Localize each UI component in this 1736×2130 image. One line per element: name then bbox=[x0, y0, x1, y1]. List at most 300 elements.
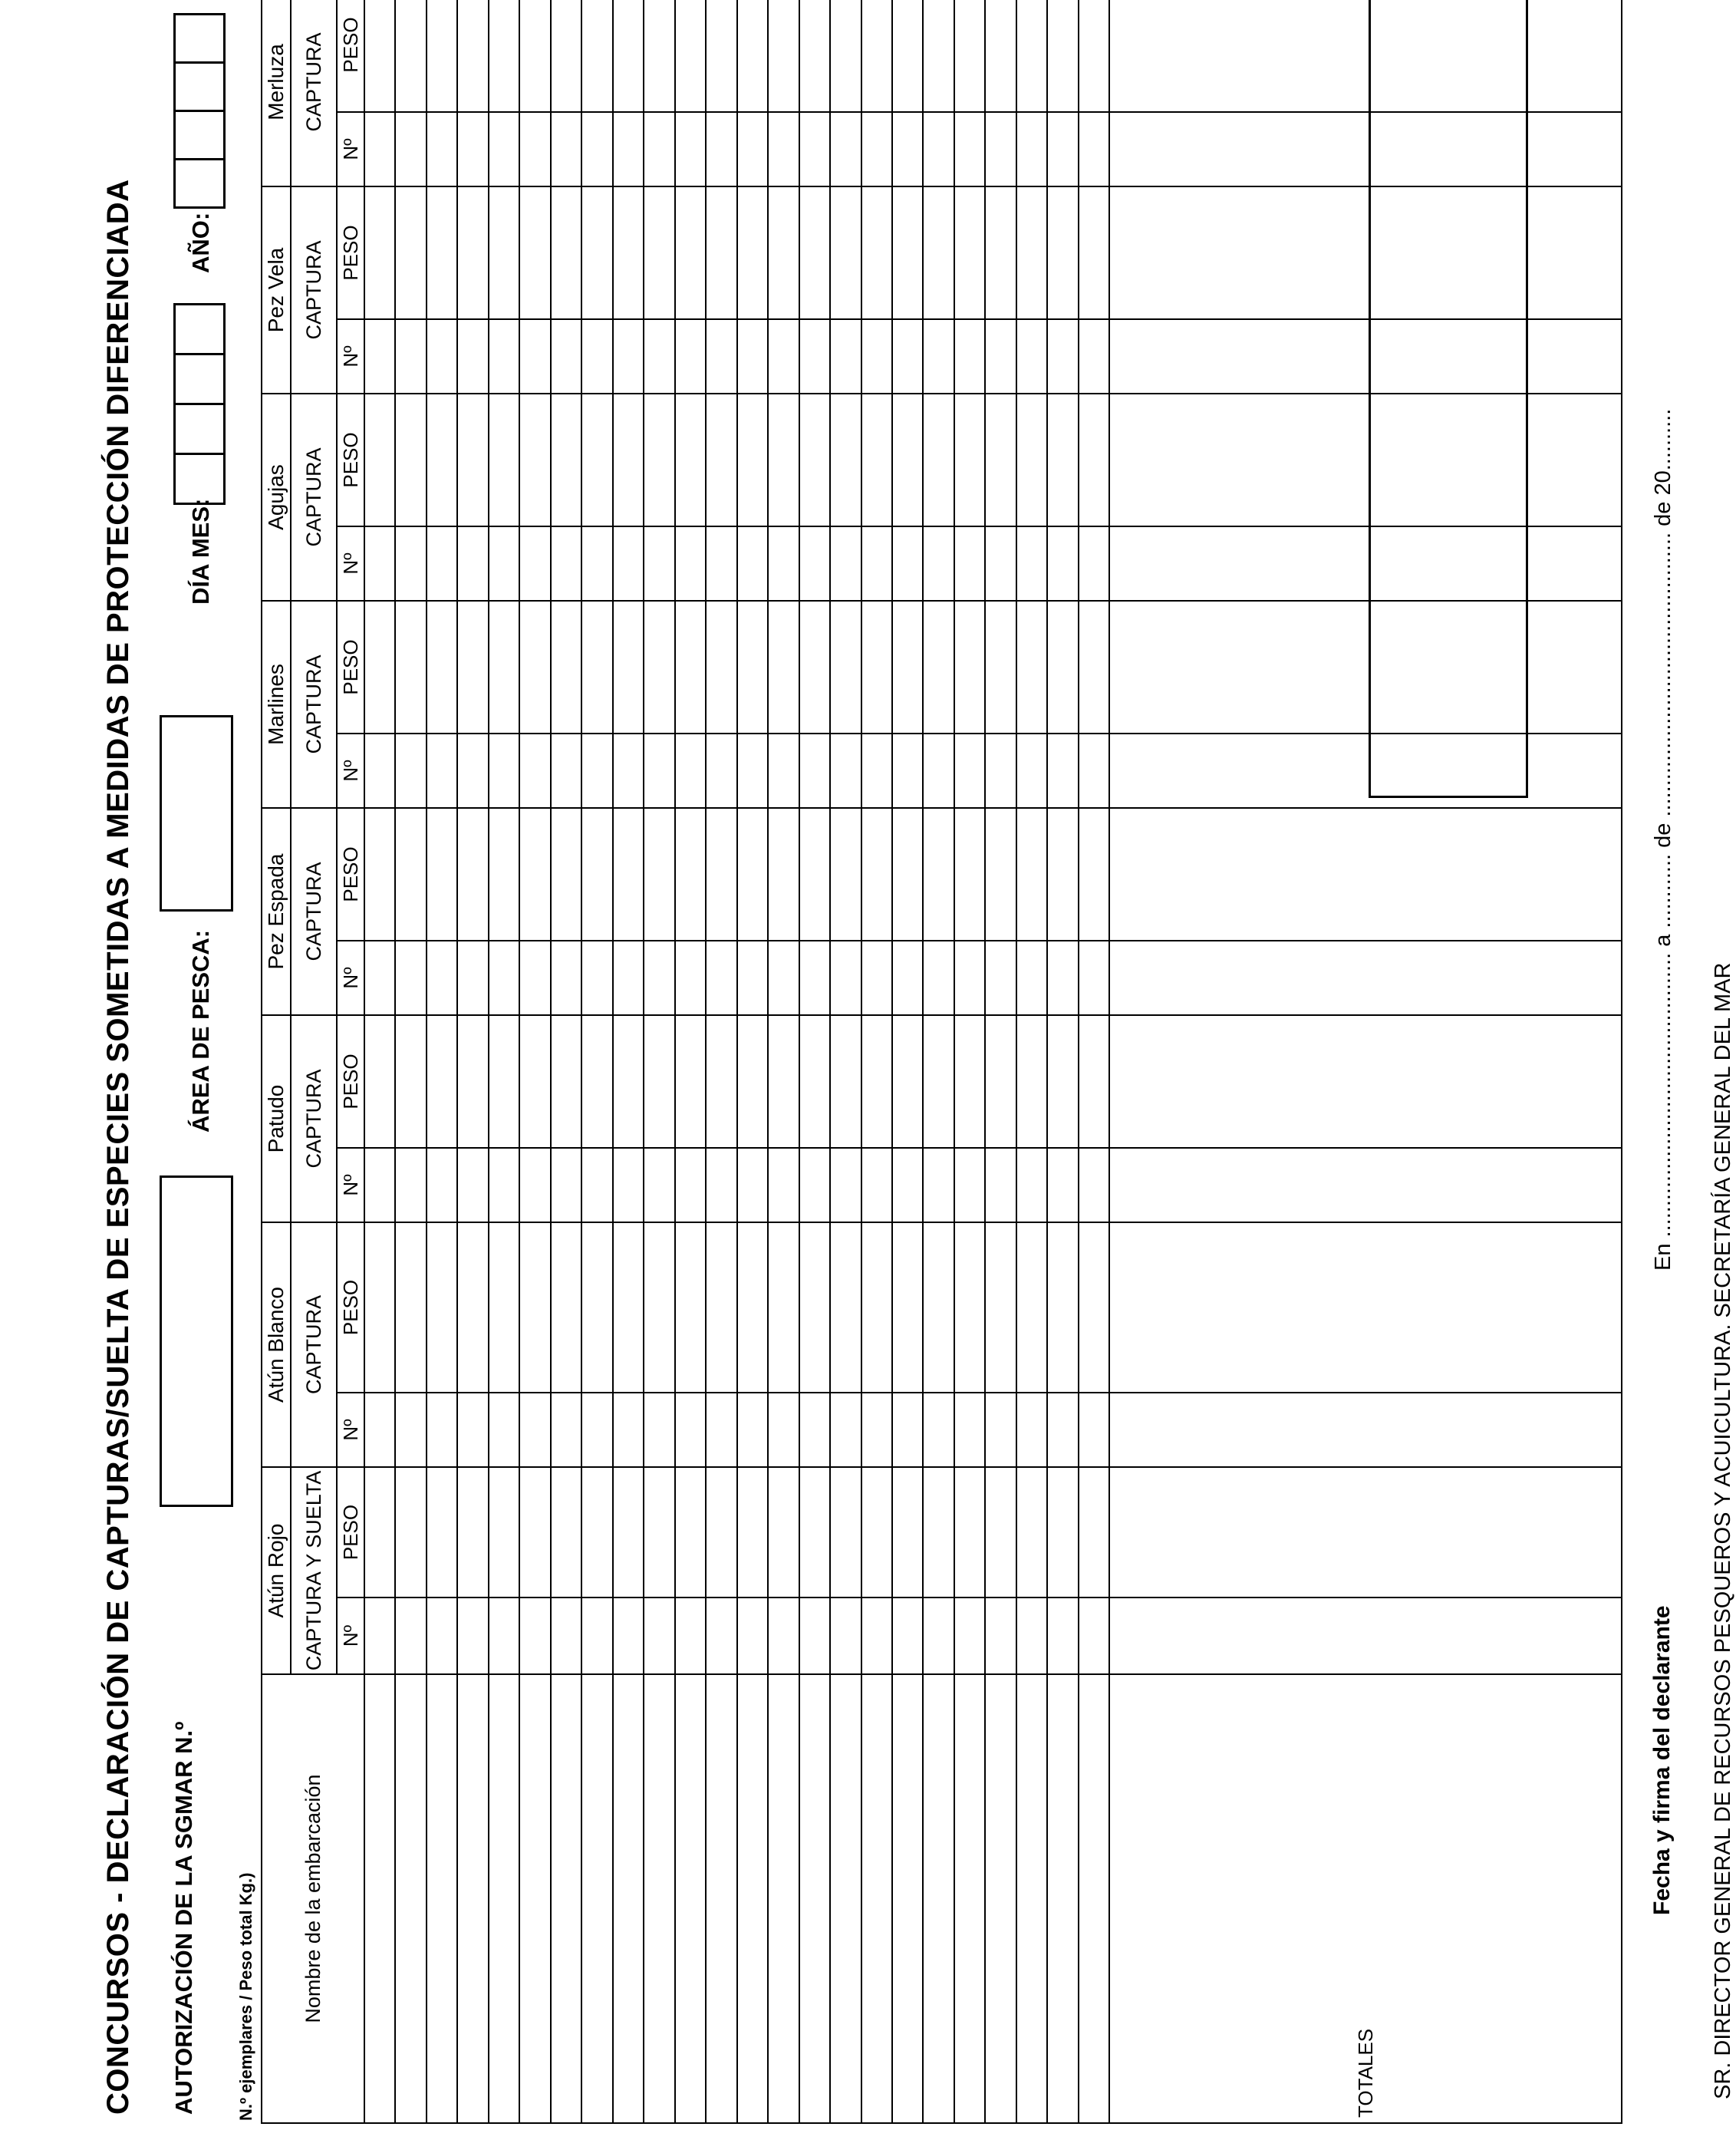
peso-cell[interactable] bbox=[861, 394, 892, 526]
num-cell[interactable] bbox=[457, 941, 488, 1015]
peso-cell[interactable] bbox=[395, 1222, 426, 1393]
num-cell[interactable] bbox=[551, 526, 581, 601]
num-cell[interactable] bbox=[1079, 112, 1109, 186]
total-num-cell[interactable] bbox=[1109, 1598, 1622, 1674]
num-cell[interactable] bbox=[706, 1598, 736, 1674]
peso-cell[interactable] bbox=[613, 808, 644, 941]
vessel-name-cell[interactable] bbox=[706, 1674, 736, 2123]
num-cell[interactable] bbox=[489, 941, 519, 1015]
total-num-cell[interactable] bbox=[1109, 734, 1622, 808]
peso-cell[interactable] bbox=[737, 1222, 768, 1393]
peso-cell[interactable] bbox=[675, 1222, 706, 1393]
total-num-cell[interactable] bbox=[1109, 1148, 1622, 1222]
num-cell[interactable] bbox=[706, 1148, 736, 1222]
num-cell[interactable] bbox=[706, 526, 736, 601]
num-cell[interactable] bbox=[613, 526, 644, 601]
num-cell[interactable] bbox=[675, 319, 706, 394]
num-cell[interactable] bbox=[985, 112, 1016, 186]
num-cell[interactable] bbox=[581, 734, 612, 808]
num-cell[interactable] bbox=[923, 734, 954, 808]
num-cell[interactable] bbox=[985, 1598, 1016, 1674]
vessel-name-cell[interactable] bbox=[892, 1674, 923, 2123]
peso-cell[interactable] bbox=[551, 0, 581, 112]
num-cell[interactable] bbox=[768, 526, 799, 601]
num-cell[interactable] bbox=[799, 941, 830, 1015]
peso-cell[interactable] bbox=[737, 186, 768, 319]
num-cell[interactable] bbox=[954, 319, 985, 394]
peso-cell[interactable] bbox=[395, 808, 426, 941]
peso-cell[interactable] bbox=[457, 1015, 488, 1148]
total-num-cell[interactable] bbox=[1109, 1393, 1622, 1467]
peso-cell[interactable] bbox=[768, 394, 799, 526]
num-cell[interactable] bbox=[861, 1393, 892, 1467]
num-cell[interactable] bbox=[1016, 112, 1047, 186]
num-cell[interactable] bbox=[1079, 941, 1109, 1015]
peso-cell[interactable] bbox=[892, 394, 923, 526]
peso-cell[interactable] bbox=[644, 601, 674, 734]
num-cell[interactable] bbox=[395, 1598, 426, 1674]
num-cell[interactable] bbox=[519, 1598, 550, 1674]
peso-cell[interactable] bbox=[861, 808, 892, 941]
peso-cell[interactable] bbox=[861, 0, 892, 112]
peso-cell[interactable] bbox=[581, 601, 612, 734]
vessel-name-cell[interactable] bbox=[799, 1674, 830, 2123]
peso-cell[interactable] bbox=[830, 394, 861, 526]
peso-cell[interactable] bbox=[489, 601, 519, 734]
vessel-name-cell[interactable] bbox=[581, 1674, 612, 2123]
num-cell[interactable] bbox=[551, 319, 581, 394]
num-cell[interactable] bbox=[1047, 941, 1078, 1015]
peso-cell[interactable] bbox=[1079, 1015, 1109, 1148]
peso-cell[interactable] bbox=[892, 0, 923, 112]
num-cell[interactable] bbox=[427, 734, 457, 808]
num-cell[interactable] bbox=[551, 734, 581, 808]
peso-cell[interactable] bbox=[892, 601, 923, 734]
num-cell[interactable] bbox=[364, 734, 395, 808]
num-cell[interactable] bbox=[457, 319, 488, 394]
num-cell[interactable] bbox=[768, 734, 799, 808]
num-cell[interactable] bbox=[395, 319, 426, 394]
num-cell[interactable] bbox=[581, 526, 612, 601]
peso-cell[interactable] bbox=[457, 186, 488, 319]
num-cell[interactable] bbox=[364, 941, 395, 1015]
peso-cell[interactable] bbox=[923, 186, 954, 319]
num-cell[interactable] bbox=[861, 112, 892, 186]
num-cell[interactable] bbox=[1079, 1598, 1109, 1674]
num-cell[interactable] bbox=[1016, 734, 1047, 808]
peso-cell[interactable] bbox=[519, 0, 550, 112]
peso-cell[interactable] bbox=[519, 1015, 550, 1148]
num-cell[interactable] bbox=[364, 112, 395, 186]
num-cell[interactable] bbox=[892, 112, 923, 186]
peso-cell[interactable] bbox=[799, 808, 830, 941]
num-cell[interactable] bbox=[954, 526, 985, 601]
num-cell[interactable] bbox=[1016, 526, 1047, 601]
peso-cell[interactable] bbox=[1047, 0, 1078, 112]
peso-cell[interactable] bbox=[644, 186, 674, 319]
peso-cell[interactable] bbox=[799, 1222, 830, 1393]
peso-cell[interactable] bbox=[551, 186, 581, 319]
num-cell[interactable] bbox=[799, 1393, 830, 1467]
num-cell[interactable] bbox=[1047, 526, 1078, 601]
num-cell[interactable] bbox=[737, 112, 768, 186]
dia-digit-2[interactable] bbox=[173, 403, 226, 455]
peso-cell[interactable] bbox=[427, 1467, 457, 1598]
num-cell[interactable] bbox=[489, 1598, 519, 1674]
peso-cell[interactable] bbox=[1047, 1467, 1078, 1598]
num-cell[interactable] bbox=[892, 1598, 923, 1674]
peso-cell[interactable] bbox=[519, 808, 550, 941]
num-cell[interactable] bbox=[395, 734, 426, 808]
peso-cell[interactable] bbox=[1079, 601, 1109, 734]
peso-cell[interactable] bbox=[985, 1222, 1016, 1393]
num-cell[interactable] bbox=[1047, 1393, 1078, 1467]
peso-cell[interactable] bbox=[613, 186, 644, 319]
ano-digit-1[interactable] bbox=[173, 158, 226, 209]
peso-cell[interactable] bbox=[489, 808, 519, 941]
num-cell[interactable] bbox=[581, 1393, 612, 1467]
peso-cell[interactable] bbox=[892, 1015, 923, 1148]
peso-cell[interactable] bbox=[551, 1222, 581, 1393]
peso-cell[interactable] bbox=[519, 1467, 550, 1598]
peso-cell[interactable] bbox=[1047, 601, 1078, 734]
peso-cell[interactable] bbox=[768, 601, 799, 734]
peso-cell[interactable] bbox=[830, 1467, 861, 1598]
peso-cell[interactable] bbox=[1047, 808, 1078, 941]
num-cell[interactable] bbox=[427, 319, 457, 394]
vessel-name-cell[interactable] bbox=[644, 1674, 674, 2123]
peso-cell[interactable] bbox=[954, 808, 985, 941]
peso-cell[interactable] bbox=[861, 186, 892, 319]
total-peso-cell[interactable] bbox=[1109, 1015, 1622, 1148]
num-cell[interactable] bbox=[675, 734, 706, 808]
peso-cell[interactable] bbox=[1079, 808, 1109, 941]
peso-cell[interactable] bbox=[830, 186, 861, 319]
peso-cell[interactable] bbox=[457, 1467, 488, 1598]
peso-cell[interactable] bbox=[985, 601, 1016, 734]
mes-digit-2[interactable] bbox=[173, 303, 226, 355]
peso-cell[interactable] bbox=[1016, 394, 1047, 526]
peso-cell[interactable] bbox=[985, 808, 1016, 941]
vessel-name-cell[interactable] bbox=[830, 1674, 861, 2123]
peso-cell[interactable] bbox=[1016, 1015, 1047, 1148]
peso-cell[interactable] bbox=[799, 1015, 830, 1148]
peso-cell[interactable] bbox=[457, 0, 488, 112]
area-pesca-input-box[interactable] bbox=[160, 715, 233, 912]
peso-cell[interactable] bbox=[675, 1467, 706, 1598]
num-cell[interactable] bbox=[644, 734, 674, 808]
peso-cell[interactable] bbox=[706, 1222, 736, 1393]
num-cell[interactable] bbox=[830, 1598, 861, 1674]
num-cell[interactable] bbox=[364, 1598, 395, 1674]
peso-cell[interactable] bbox=[519, 1222, 550, 1393]
num-cell[interactable] bbox=[768, 319, 799, 394]
peso-cell[interactable] bbox=[581, 186, 612, 319]
vessel-name-cell[interactable] bbox=[737, 1674, 768, 2123]
peso-cell[interactable] bbox=[613, 601, 644, 734]
num-cell[interactable] bbox=[799, 734, 830, 808]
peso-cell[interactable] bbox=[551, 808, 581, 941]
num-cell[interactable] bbox=[675, 1148, 706, 1222]
num-cell[interactable] bbox=[1047, 1598, 1078, 1674]
ano-digit-4[interactable] bbox=[173, 13, 226, 64]
peso-cell[interactable] bbox=[985, 394, 1016, 526]
peso-cell[interactable] bbox=[830, 808, 861, 941]
peso-cell[interactable] bbox=[954, 394, 985, 526]
peso-cell[interactable] bbox=[706, 808, 736, 941]
num-cell[interactable] bbox=[1079, 734, 1109, 808]
num-cell[interactable] bbox=[768, 1598, 799, 1674]
num-cell[interactable] bbox=[364, 1148, 395, 1222]
peso-cell[interactable] bbox=[799, 394, 830, 526]
peso-cell[interactable] bbox=[892, 1222, 923, 1393]
total-peso-cell[interactable] bbox=[1109, 0, 1622, 112]
peso-cell[interactable] bbox=[923, 808, 954, 941]
num-cell[interactable] bbox=[892, 1393, 923, 1467]
peso-cell[interactable] bbox=[706, 1015, 736, 1148]
peso-cell[interactable] bbox=[675, 186, 706, 319]
total-peso-cell[interactable] bbox=[1109, 186, 1622, 319]
num-cell[interactable] bbox=[613, 112, 644, 186]
num-cell[interactable] bbox=[1079, 1148, 1109, 1222]
peso-cell[interactable] bbox=[644, 394, 674, 526]
num-cell[interactable] bbox=[830, 1393, 861, 1467]
num-cell[interactable] bbox=[799, 112, 830, 186]
num-cell[interactable] bbox=[395, 941, 426, 1015]
num-cell[interactable] bbox=[457, 734, 488, 808]
peso-cell[interactable] bbox=[427, 1222, 457, 1393]
num-cell[interactable] bbox=[737, 1148, 768, 1222]
num-cell[interactable] bbox=[551, 1393, 581, 1467]
peso-cell[interactable] bbox=[551, 601, 581, 734]
peso-cell[interactable] bbox=[737, 601, 768, 734]
num-cell[interactable] bbox=[489, 1148, 519, 1222]
num-cell[interactable] bbox=[489, 112, 519, 186]
peso-cell[interactable] bbox=[364, 394, 395, 526]
peso-cell[interactable] bbox=[581, 0, 612, 112]
num-cell[interactable] bbox=[737, 734, 768, 808]
peso-cell[interactable] bbox=[1016, 601, 1047, 734]
num-cell[interactable] bbox=[551, 1148, 581, 1222]
peso-cell[interactable] bbox=[1079, 1467, 1109, 1598]
peso-cell[interactable] bbox=[737, 0, 768, 112]
peso-cell[interactable] bbox=[830, 1222, 861, 1393]
num-cell[interactable] bbox=[581, 1598, 612, 1674]
peso-cell[interactable] bbox=[1047, 1015, 1078, 1148]
num-cell[interactable] bbox=[427, 112, 457, 186]
peso-cell[interactable] bbox=[830, 601, 861, 734]
num-cell[interactable] bbox=[675, 941, 706, 1015]
num-cell[interactable] bbox=[519, 734, 550, 808]
peso-cell[interactable] bbox=[489, 1222, 519, 1393]
num-cell[interactable] bbox=[519, 1393, 550, 1467]
num-cell[interactable] bbox=[706, 112, 736, 186]
peso-cell[interactable] bbox=[457, 808, 488, 941]
num-cell[interactable] bbox=[799, 1148, 830, 1222]
num-cell[interactable] bbox=[799, 1598, 830, 1674]
num-cell[interactable] bbox=[613, 734, 644, 808]
peso-cell[interactable] bbox=[1047, 1222, 1078, 1393]
num-cell[interactable] bbox=[613, 1393, 644, 1467]
num-cell[interactable] bbox=[427, 526, 457, 601]
num-cell[interactable] bbox=[923, 112, 954, 186]
num-cell[interactable] bbox=[954, 1393, 985, 1467]
num-cell[interactable] bbox=[395, 526, 426, 601]
num-cell[interactable] bbox=[644, 319, 674, 394]
num-cell[interactable] bbox=[427, 1598, 457, 1674]
vessel-name-cell[interactable] bbox=[985, 1674, 1016, 2123]
peso-cell[interactable] bbox=[457, 601, 488, 734]
vessel-name-cell[interactable] bbox=[768, 1674, 799, 2123]
peso-cell[interactable] bbox=[427, 601, 457, 734]
peso-cell[interactable] bbox=[1016, 1222, 1047, 1393]
peso-cell[interactable] bbox=[706, 394, 736, 526]
num-cell[interactable] bbox=[861, 526, 892, 601]
total-num-cell[interactable] bbox=[1109, 526, 1622, 601]
peso-cell[interactable] bbox=[954, 0, 985, 112]
peso-cell[interactable] bbox=[395, 601, 426, 734]
num-cell[interactable] bbox=[675, 526, 706, 601]
peso-cell[interactable] bbox=[861, 1222, 892, 1393]
peso-cell[interactable] bbox=[613, 1222, 644, 1393]
num-cell[interactable] bbox=[954, 734, 985, 808]
num-cell[interactable] bbox=[923, 1598, 954, 1674]
num-cell[interactable] bbox=[427, 941, 457, 1015]
num-cell[interactable] bbox=[861, 1148, 892, 1222]
num-cell[interactable] bbox=[551, 112, 581, 186]
peso-cell[interactable] bbox=[954, 601, 985, 734]
peso-cell[interactable] bbox=[861, 1015, 892, 1148]
peso-cell[interactable] bbox=[675, 601, 706, 734]
num-cell[interactable] bbox=[1047, 1148, 1078, 1222]
peso-cell[interactable] bbox=[985, 1467, 1016, 1598]
peso-cell[interactable] bbox=[923, 0, 954, 112]
peso-cell[interactable] bbox=[706, 0, 736, 112]
num-cell[interactable] bbox=[644, 941, 674, 1015]
peso-cell[interactable] bbox=[581, 808, 612, 941]
num-cell[interactable] bbox=[364, 526, 395, 601]
total-num-cell[interactable] bbox=[1109, 941, 1622, 1015]
num-cell[interactable] bbox=[830, 319, 861, 394]
num-cell[interactable] bbox=[395, 112, 426, 186]
peso-cell[interactable] bbox=[644, 1467, 674, 1598]
peso-cell[interactable] bbox=[892, 186, 923, 319]
vessel-name-cell[interactable] bbox=[457, 1674, 488, 2123]
peso-cell[interactable] bbox=[364, 1015, 395, 1148]
total-num-cell[interactable] bbox=[1109, 319, 1622, 394]
num-cell[interactable] bbox=[519, 112, 550, 186]
peso-cell[interactable] bbox=[457, 1222, 488, 1393]
num-cell[interactable] bbox=[954, 941, 985, 1015]
num-cell[interactable] bbox=[737, 1393, 768, 1467]
num-cell[interactable] bbox=[395, 1393, 426, 1467]
num-cell[interactable] bbox=[892, 941, 923, 1015]
vessel-name-cell[interactable] bbox=[613, 1674, 644, 2123]
total-peso-cell[interactable] bbox=[1109, 601, 1622, 734]
num-cell[interactable] bbox=[923, 1148, 954, 1222]
total-peso-cell[interactable] bbox=[1109, 1222, 1622, 1393]
peso-cell[interactable] bbox=[644, 0, 674, 112]
peso-cell[interactable] bbox=[551, 394, 581, 526]
vessel-name-cell[interactable] bbox=[861, 1674, 892, 2123]
num-cell[interactable] bbox=[457, 526, 488, 601]
peso-cell[interactable] bbox=[892, 808, 923, 941]
num-cell[interactable] bbox=[1016, 941, 1047, 1015]
num-cell[interactable] bbox=[489, 734, 519, 808]
peso-cell[interactable] bbox=[613, 1467, 644, 1598]
num-cell[interactable] bbox=[861, 1598, 892, 1674]
vessel-name-cell[interactable] bbox=[551, 1674, 581, 2123]
peso-cell[interactable] bbox=[395, 1015, 426, 1148]
peso-cell[interactable] bbox=[923, 394, 954, 526]
num-cell[interactable] bbox=[954, 1598, 985, 1674]
peso-cell[interactable] bbox=[427, 808, 457, 941]
peso-cell[interactable] bbox=[706, 186, 736, 319]
num-cell[interactable] bbox=[427, 1393, 457, 1467]
peso-cell[interactable] bbox=[395, 0, 426, 112]
num-cell[interactable] bbox=[1016, 1148, 1047, 1222]
peso-cell[interactable] bbox=[364, 601, 395, 734]
num-cell[interactable] bbox=[861, 734, 892, 808]
num-cell[interactable] bbox=[1016, 319, 1047, 394]
total-peso-cell[interactable] bbox=[1109, 808, 1622, 941]
peso-cell[interactable] bbox=[581, 1467, 612, 1598]
num-cell[interactable] bbox=[644, 1598, 674, 1674]
num-cell[interactable] bbox=[581, 941, 612, 1015]
vessel-name-cell[interactable] bbox=[1016, 1674, 1047, 2123]
peso-cell[interactable] bbox=[892, 1467, 923, 1598]
peso-cell[interactable] bbox=[613, 394, 644, 526]
num-cell[interactable] bbox=[1016, 1598, 1047, 1674]
num-cell[interactable] bbox=[1079, 526, 1109, 601]
peso-cell[interactable] bbox=[644, 808, 674, 941]
total-peso-cell[interactable] bbox=[1109, 394, 1622, 526]
num-cell[interactable] bbox=[675, 1598, 706, 1674]
vessel-name-cell[interactable] bbox=[395, 1674, 426, 2123]
peso-cell[interactable] bbox=[519, 186, 550, 319]
peso-cell[interactable] bbox=[737, 808, 768, 941]
peso-cell[interactable] bbox=[923, 1222, 954, 1393]
peso-cell[interactable] bbox=[489, 394, 519, 526]
dia-digit-1[interactable] bbox=[173, 453, 226, 505]
num-cell[interactable] bbox=[613, 1598, 644, 1674]
num-cell[interactable] bbox=[644, 1148, 674, 1222]
peso-cell[interactable] bbox=[519, 394, 550, 526]
num-cell[interactable] bbox=[985, 526, 1016, 601]
peso-cell[interactable] bbox=[954, 186, 985, 319]
peso-cell[interactable] bbox=[768, 0, 799, 112]
peso-cell[interactable] bbox=[644, 1222, 674, 1393]
peso-cell[interactable] bbox=[923, 1467, 954, 1598]
peso-cell[interactable] bbox=[799, 601, 830, 734]
peso-cell[interactable] bbox=[675, 394, 706, 526]
num-cell[interactable] bbox=[581, 112, 612, 186]
peso-cell[interactable] bbox=[985, 1015, 1016, 1148]
peso-cell[interactable] bbox=[489, 1015, 519, 1148]
num-cell[interactable] bbox=[892, 734, 923, 808]
num-cell[interactable] bbox=[923, 941, 954, 1015]
num-cell[interactable] bbox=[519, 941, 550, 1015]
peso-cell[interactable] bbox=[1016, 1467, 1047, 1598]
num-cell[interactable] bbox=[954, 112, 985, 186]
num-cell[interactable] bbox=[706, 941, 736, 1015]
peso-cell[interactable] bbox=[489, 1467, 519, 1598]
num-cell[interactable] bbox=[892, 1148, 923, 1222]
peso-cell[interactable] bbox=[364, 186, 395, 319]
num-cell[interactable] bbox=[985, 941, 1016, 1015]
peso-cell[interactable] bbox=[799, 186, 830, 319]
peso-cell[interactable] bbox=[737, 1467, 768, 1598]
